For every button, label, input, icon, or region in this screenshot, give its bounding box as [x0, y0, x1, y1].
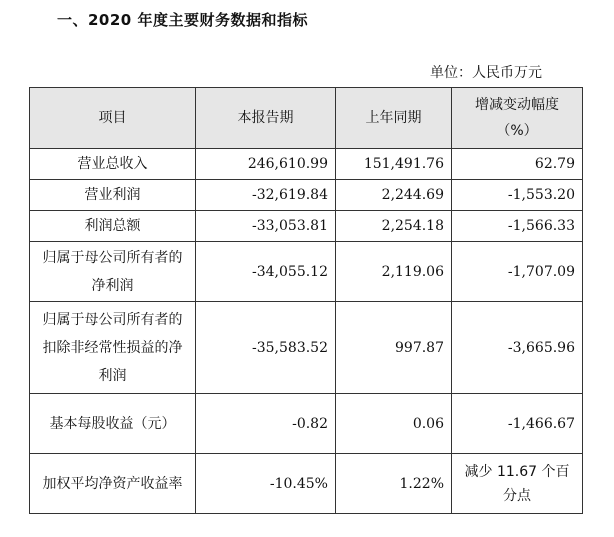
current-value: -35,583.52	[196, 302, 336, 394]
header-change: 增减变动幅度（%）	[452, 88, 583, 149]
change-value: -1,566.33	[452, 211, 583, 242]
table-row	[30, 242, 583, 302]
header-current: 本报告期	[196, 88, 336, 149]
change-value: -1,466.67	[452, 394, 583, 454]
change-value: -3,665.96	[452, 302, 583, 394]
row-label: 加权平均净资产收益率	[30, 454, 196, 514]
financial-table	[29, 87, 583, 514]
table-row	[30, 454, 583, 514]
change-value: 减少 11.67 个百分点	[452, 454, 583, 514]
previous-value: 1.22%	[336, 454, 452, 514]
change-value: 62.79	[452, 149, 583, 180]
previous-value: 997.87	[336, 302, 452, 394]
current-value: -32,619.84	[196, 180, 336, 211]
table-row	[30, 180, 583, 211]
previous-value: 2,254.18	[336, 211, 452, 242]
unit-label: 单位：人民币万元	[430, 65, 542, 81]
change-value: -1,707.09	[452, 242, 583, 302]
section-heading: 一、2020 年度主要财务数据和指标	[57, 11, 308, 29]
previous-value: 151,491.76	[336, 149, 452, 180]
table-row	[30, 211, 583, 242]
header-previous: 上年同期	[336, 88, 452, 149]
previous-value: 2,119.06	[336, 242, 452, 302]
row-label: 利润总额	[30, 211, 196, 242]
table-row	[30, 149, 583, 180]
previous-value: 2,244.69	[336, 180, 452, 211]
table-header-row	[30, 88, 583, 149]
current-value: -0.82	[196, 394, 336, 454]
row-label: 营业总收入	[30, 149, 196, 180]
row-label: 营业利润	[30, 180, 196, 211]
row-label: 归属于母公司所有者的净利润	[30, 242, 196, 302]
current-value: -33,053.81	[196, 211, 336, 242]
row-label: 基本每股收益（元）	[30, 394, 196, 454]
current-value: 246,610.99	[196, 149, 336, 180]
current-value: -34,055.12	[196, 242, 336, 302]
change-value: -1,553.20	[452, 180, 583, 211]
previous-value: 0.06	[336, 394, 452, 454]
table-row	[30, 394, 583, 454]
table-row	[30, 302, 583, 394]
header-item: 项目	[30, 88, 196, 149]
row-label: 归属于母公司所有者的扣除非经常性损益的净利润	[30, 302, 196, 394]
current-value: -10.45%	[196, 454, 336, 514]
